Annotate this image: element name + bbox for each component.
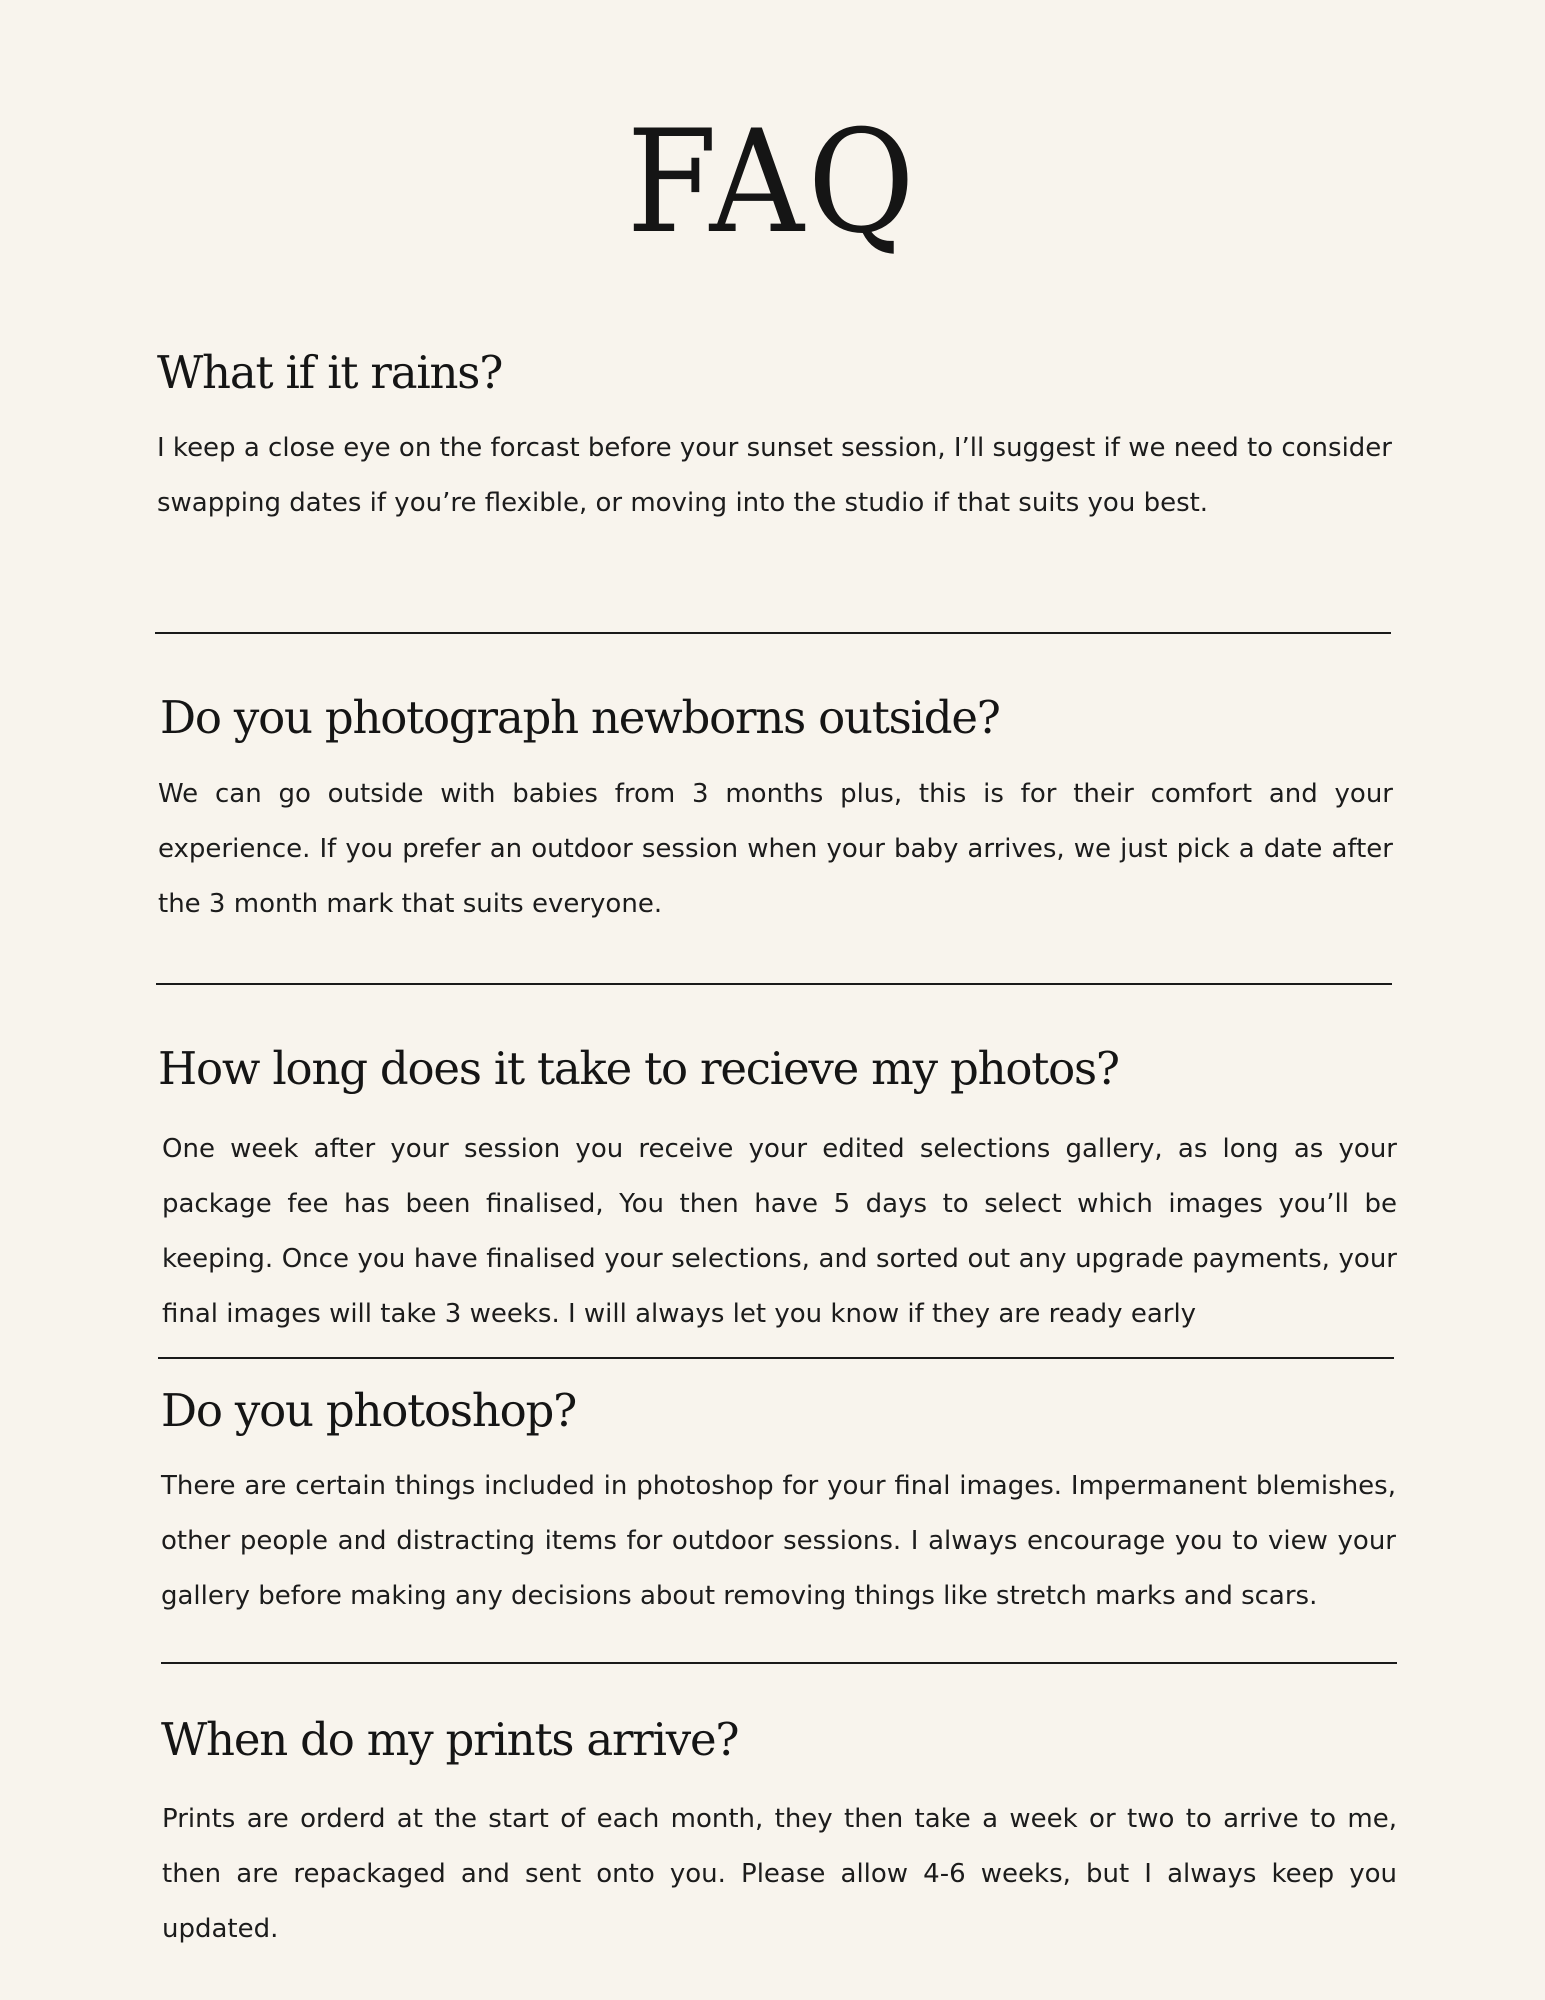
faq-question-photoshop: Do you photoshop? xyxy=(161,1384,577,1437)
faq-answer-newborns: We can go outside with babies from 3 months plus, this is for their comfort and your experience. If you prefer an outdoor session when your baby arrives, we just pick a date after the 3 month mark that suits everyone. xyxy=(158,779,1393,919)
page-title: FAQ xyxy=(626,100,919,265)
divider xyxy=(161,1662,1397,1664)
faq-answer-prints: Prints are orderd at the start of each month, they then take a week or two to arrive to me, then are repackaged and sent onto you. Please allow 4-6 weeks, but I always keep you updated. xyxy=(162,1804,1397,1944)
faq-question-rain: What if it rains? xyxy=(157,346,503,399)
divider xyxy=(156,983,1392,985)
faq-answer-photoshop: There are certain things included in photoshop for your final images. Impermanent blemishes, other people and distracting items for outdoor sessions. I always encourage you to view your gallery before making any decisions about removing things like stretch marks and scars. xyxy=(161,1471,1396,1611)
faq-answer-rain: I keep a close eye on the forcast before your sunset session, I’ll suggest if we need to consider swapping dates if you’re flexible, or moving into the studio if that suits you best. xyxy=(157,433,1392,518)
faq-answer-photos-delivery: One week after your session you receive your edited selections gallery, as long as your package fee has been finalised, You then have 5 days to select which images you’ll be keeping. Once you have finalised your selections, and sorted out any upgrade payments, your final images will take 3 weeks. I will always let you know if they are ready early xyxy=(162,1134,1397,1329)
faq-question-newborns: Do you photograph newborns outside? xyxy=(160,691,1000,744)
divider xyxy=(155,632,1391,634)
divider xyxy=(158,1357,1394,1359)
faq-question-photos-delivery: How long does it take to recieve my photos? xyxy=(158,1042,1119,1095)
faq-question-prints: When do my prints arrive? xyxy=(161,1713,739,1766)
